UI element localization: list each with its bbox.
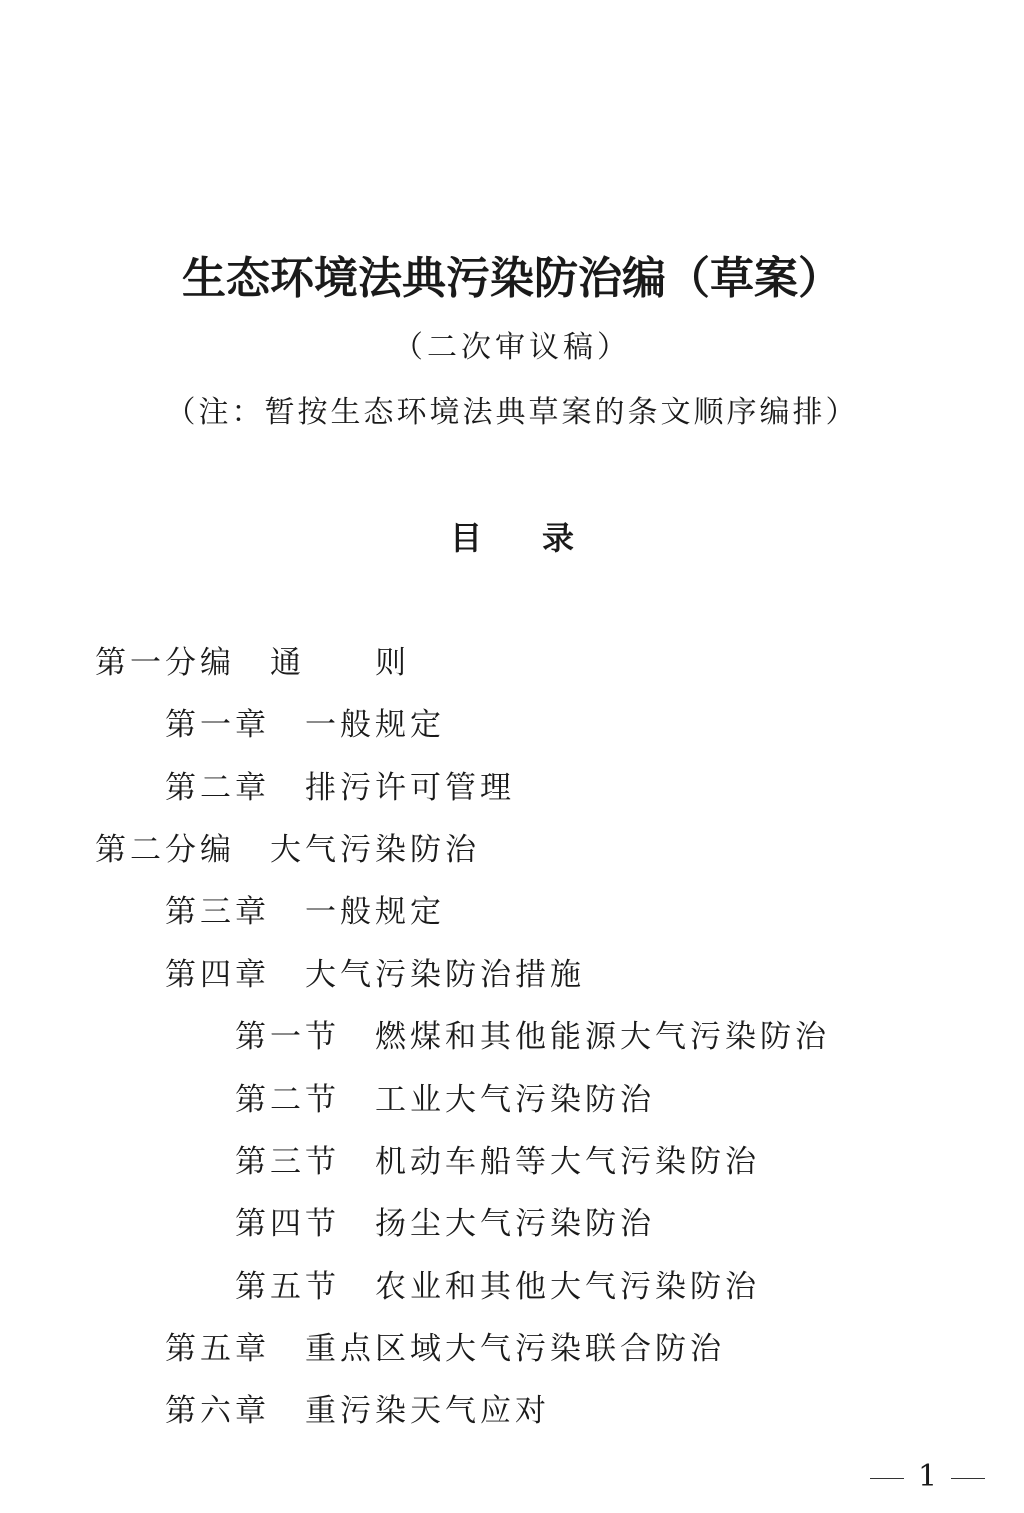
toc-entry-part-2[interactable] — [95, 829, 480, 871]
toc-entry-section-2[interactable] — [235, 1079, 655, 1121]
document-subtitle: （二次审议稿） — [393, 330, 631, 365]
toc-entry-title: 重点区域大气污染联合防治 — [305, 1331, 725, 1367]
toc-entry-title: 农业和其他大气污染防治 — [375, 1269, 760, 1305]
toc-heading-right: 录 — [542, 519, 575, 557]
toc-entry-chapter-2[interactable] — [165, 767, 515, 809]
document-title: 生态环境法典污染防治编（草案） — [182, 253, 842, 304]
toc-entry-section-1[interactable] — [235, 1016, 830, 1058]
toc-entry-chapter-1[interactable] — [165, 704, 445, 746]
toc-entry-title: 大气污染防治 — [270, 832, 480, 868]
toc-entry-chapter-5[interactable] — [165, 1328, 725, 1370]
toc-entry-number: 第二章 — [165, 770, 270, 806]
toc-entry-title: 大气污染防治措施 — [305, 957, 585, 993]
page-number — [856, 1457, 996, 1497]
toc-entry-title: 扬尘大气污染防治 — [375, 1206, 655, 1242]
page-number-dash-right — [951, 1478, 985, 1479]
toc-entry-number: 第五节 — [235, 1269, 340, 1305]
toc-entry-title: 排污许可管理 — [305, 770, 515, 806]
toc-entry-number: 第一节 — [235, 1019, 340, 1055]
toc-entry-number: 第四章 — [165, 957, 270, 993]
toc-entry-title: 一般规定 — [305, 707, 445, 743]
toc-entry-number: 第二分编 — [95, 832, 235, 868]
toc-entry-number: 第六章 — [165, 1393, 270, 1429]
toc-entry-section-4[interactable] — [235, 1203, 655, 1245]
toc-entry-number: 第二节 — [235, 1082, 340, 1118]
toc-entry-number: 第四节 — [235, 1206, 340, 1242]
toc-entry-title: 燃煤和其他能源大气污染防治 — [375, 1019, 830, 1055]
toc-entry-number: 第三节 — [235, 1144, 340, 1180]
toc-entry-title: 通 则 — [270, 645, 410, 681]
toc-entry-number: 第五章 — [165, 1331, 270, 1367]
toc-entry-number: 第一章 — [165, 707, 270, 743]
toc-entry-title: 一般规定 — [305, 894, 445, 930]
toc-entry-chapter-6[interactable] — [165, 1390, 550, 1432]
toc-entry-chapter-3[interactable] — [165, 891, 445, 933]
page-number-dash-left — [870, 1478, 904, 1479]
toc-entry-part-1[interactable] — [95, 642, 410, 684]
document-note: （注：暂按生态环境法典草案的条文顺序编排） — [165, 395, 859, 430]
toc-entry-section-5[interactable] — [235, 1266, 760, 1308]
toc-entry-number: 第三章 — [165, 894, 270, 930]
toc-entry-title: 机动车船等大气污染防治 — [375, 1144, 760, 1180]
toc-entry-title: 工业大气污染防治 — [375, 1082, 655, 1118]
page-number-value: 1 — [918, 1459, 938, 1494]
toc-heading-left: 目 — [449, 519, 482, 557]
toc-entry-number: 第一分编 — [95, 645, 235, 681]
toc-entry-chapter-4[interactable] — [165, 954, 585, 996]
toc-entry-section-3[interactable] — [235, 1141, 760, 1183]
toc-entry-title: 重污染天气应对 — [305, 1393, 550, 1429]
